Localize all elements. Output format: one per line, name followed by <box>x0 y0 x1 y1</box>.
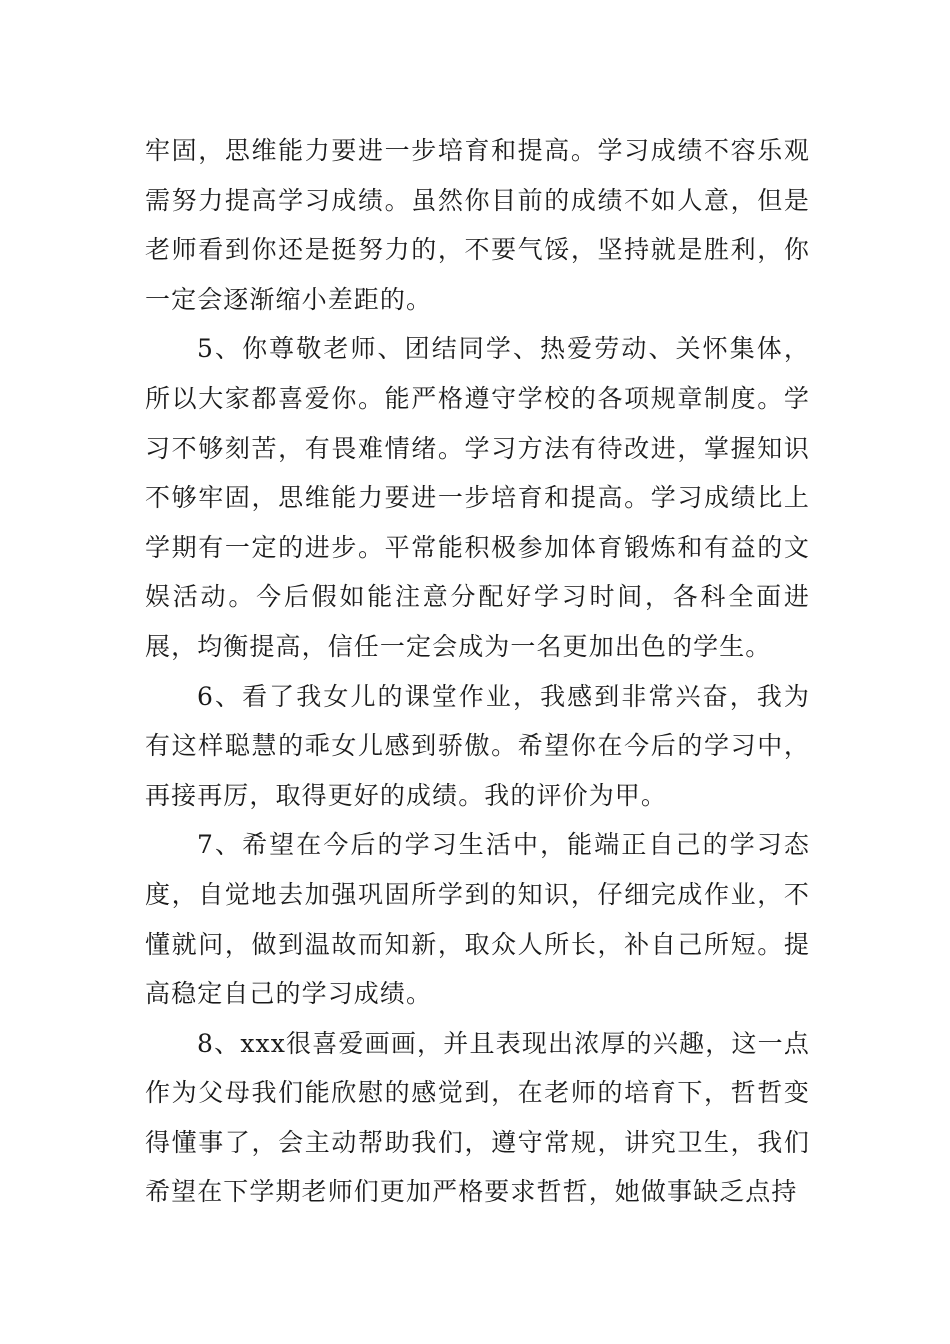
paragraph-comment-6: 6、看了我女儿的课堂作业，我感到非常兴奋，我为有这样聪慧的乖女儿感到骄傲。希望你在今后的学习中，再接再厉，取得更好的成绩。我的评价为甲。 <box>145 681 810 810</box>
paragraph-comment-7: 7、希望在今后的学习生活中，能端正自己的学习态度，自觉地去加强巩固所学到的知识，仔细完成作业，不懂就问，做到温故而知新，取众人所长，补自己所短。提高稳定自己的学习成绩。 <box>145 830 810 1009</box>
document-body <box>145 126 810 1217</box>
paragraph-comment-5: 5、你尊敬老师、团结同学、热爱劳动、关怀集体，所以大家都喜爱你。能严格遵守学校的各项规章制度。学习不够刻苦，有畏难情绪。学习方法有待改进，掌握知识不够牢固，思维能力要进一步培育和提高。学习成绩比上学期有一定的进步。平常能积极参加体育锻炼和有益的文娱活动。今后假如能注意分配好学习时间，各科全面进展，均衡提高，信任一定会成为一名更加出色的学生。 <box>145 334 810 661</box>
paragraph-continuation: 牢固，思维能力要进一步培育和提高。学习成绩不容乐观需努力提高学习成绩。虽然你目前的成绩不如人意，但是老师看到你还是挺努力的，不要气馁，坚持就是胜利，你一定会逐渐缩小差距的。 <box>145 136 810 314</box>
paragraph-comment-8: 8、xxx很喜爱画画，并且表现出浓厚的兴趣，这一点作为父母我们能欣慰的感觉到，在老师的培育下，哲哲变得懂事了，会主动帮助我们，遵守常规，讲究卫生，我们希望在下学期老师们更加严格要求哲哲，她做事缺乏点持 <box>145 1028 810 1207</box>
